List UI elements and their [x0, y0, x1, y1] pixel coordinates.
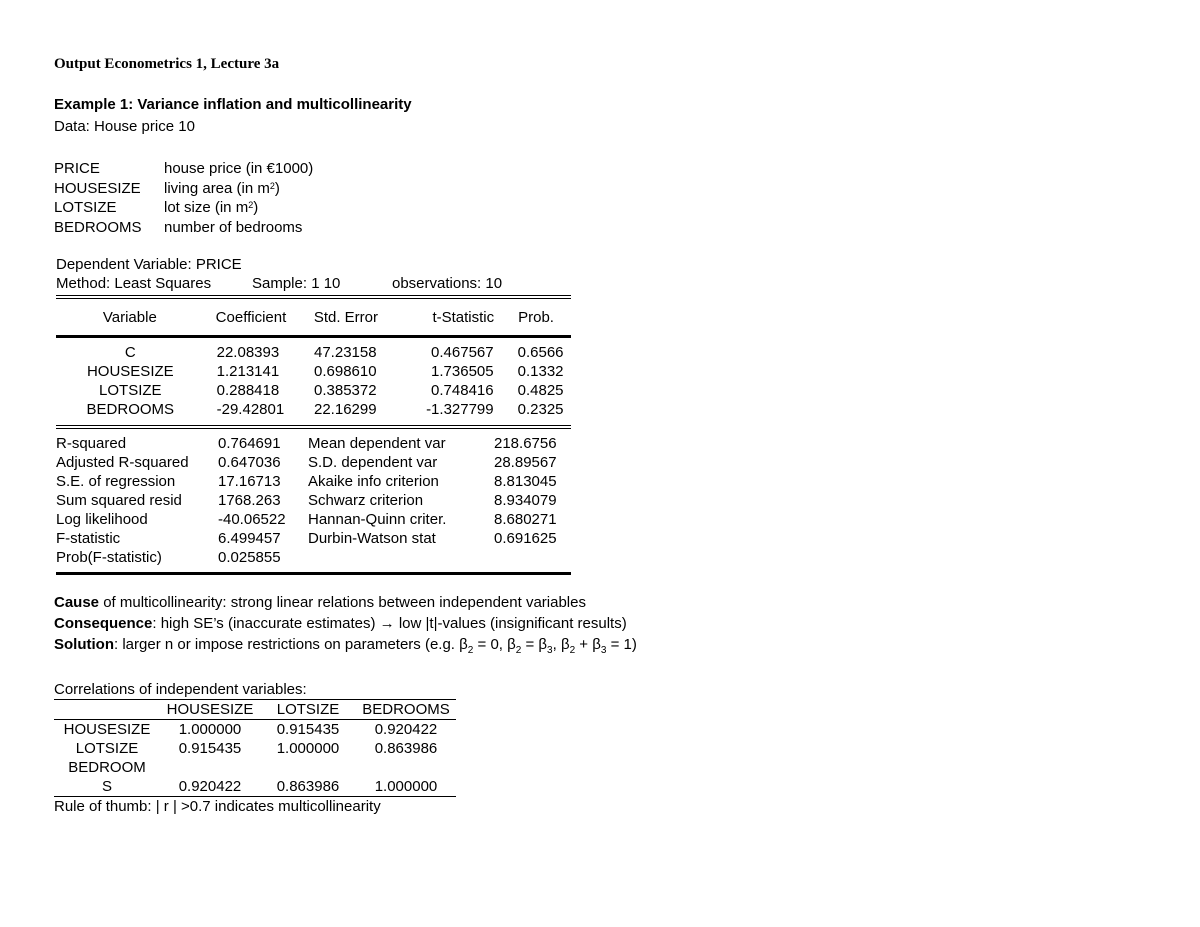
correlation-caption: Correlations of independent variables:: [54, 681, 307, 698]
correlation-table: [54, 699, 456, 797]
cell: 8.680271: [494, 511, 557, 528]
cell: 6.499457: [218, 530, 281, 547]
cell: 1768.263: [218, 492, 281, 509]
table-row: [56, 491, 570, 510]
sample: Sample: 1 10: [252, 275, 341, 292]
coefficient-table: [56, 299, 571, 335]
cell: BEDROOM: [68, 759, 146, 776]
cell: 22.16299: [314, 401, 377, 418]
cell: -1.327799: [426, 401, 494, 418]
table-row: [56, 343, 571, 362]
cell: HOUSESIZE: [86, 363, 174, 380]
cell: 8.934079: [494, 492, 557, 509]
cell: 1.213141: [216, 363, 280, 380]
col-coefficient: Coefficient: [215, 308, 287, 326]
cell: Log likelihood: [56, 511, 148, 528]
superscript: 2: [269, 180, 275, 191]
table-header: [56, 299, 571, 335]
cell: 218.6756: [494, 435, 557, 452]
solution-text: = β: [521, 636, 548, 653]
method-line: [56, 274, 571, 293]
definition-row: [54, 159, 313, 179]
table-row: [56, 529, 570, 548]
cell: 0.385372: [314, 382, 377, 399]
table-row: [54, 720, 456, 740]
cell: 0.920422: [374, 721, 438, 738]
cell: S: [54, 777, 160, 797]
col-prob: Prob.: [518, 308, 554, 326]
cell: Schwarz criterion: [308, 492, 424, 509]
table-row: [56, 400, 571, 419]
dependent-variable: Dependent Variable: PRICE: [56, 256, 242, 273]
cell: 1.000000: [178, 721, 242, 738]
definition-desc: number of bedrooms: [164, 218, 303, 236]
cell: -29.42801: [216, 401, 285, 418]
cell: Adjusted R-squared: [56, 454, 189, 471]
subscript: 3: [547, 645, 553, 656]
definition-var: HOUSESIZE: [54, 179, 141, 197]
superscript: 2: [248, 200, 254, 210]
cell: 0.2325: [517, 401, 564, 418]
solution-text: = 0, β: [473, 636, 516, 653]
definition-tail: ): [274, 179, 280, 197]
definition-row: [54, 179, 313, 199]
solution-text: = 1): [606, 636, 637, 653]
cell: S.D. dependent var: [308, 454, 438, 471]
cell: Durbin-Watson stat: [308, 530, 436, 547]
cause-text: of multicollinearity: strong linear relations between independent variables: [99, 594, 586, 611]
cell: Sum squared resid: [56, 492, 182, 509]
cell: LOTSIZE: [260, 700, 356, 720]
cell: LOTSIZE: [99, 382, 162, 399]
cell: 0.288418: [216, 382, 280, 399]
definition-var: BEDROOMS: [54, 218, 142, 236]
cell: BEDROOMS: [86, 401, 175, 418]
cell: 0.764691: [218, 435, 281, 452]
definition-desc: house price (in €1000): [164, 160, 314, 177]
definition-tail: ): [253, 199, 259, 216]
cell: F-statistic: [56, 530, 121, 547]
cell: HOUSESIZE: [63, 721, 151, 738]
cell: S.E. of regression: [56, 473, 176, 490]
cell: 22.08393: [216, 344, 280, 361]
cell: [356, 758, 456, 777]
definition-desc: lot size (in m: [164, 199, 249, 216]
col-variable: Variable: [102, 308, 157, 326]
example-title: Example 1: Variance inflation and multicollinearity: [54, 96, 412, 113]
cell: 0.691625: [494, 530, 557, 547]
cell: 0.920422: [160, 777, 260, 797]
cell: 0.1332: [517, 363, 564, 380]
col-std-error: Std. Error: [313, 308, 378, 326]
cell: 0.4825: [517, 382, 564, 399]
double-rule: [56, 425, 571, 429]
cell: 8.813045: [494, 473, 557, 490]
cell: 0.698610: [314, 363, 377, 380]
cell: 0.467567: [431, 344, 494, 361]
variable-definitions: [54, 159, 313, 237]
rule-of-thumb: Rule of thumb: | r | >0.7 indicates multicollinearity: [54, 798, 381, 815]
table-row: [56, 381, 571, 400]
table-row: [56, 548, 570, 567]
cause-note: [54, 592, 637, 613]
solution-label: Solution: [54, 636, 114, 653]
cause-label: Cause: [54, 594, 100, 611]
cell: Akaike info criterion: [308, 473, 439, 490]
cell: BEDROOMS: [356, 700, 456, 720]
solution-text: : larger n or impose restrictions on parameters (e.g. β: [114, 636, 468, 653]
consequence-note: [54, 613, 637, 634]
cell: Mean dependent var: [308, 435, 446, 452]
cell: 0.025855: [218, 549, 281, 566]
cell: 1.736505: [431, 363, 494, 380]
table-row: [56, 434, 570, 453]
cell: 1.000000: [356, 777, 456, 797]
correlation-section: [54, 680, 456, 816]
cell: 1.000000: [276, 740, 340, 757]
solution-text: + β: [575, 636, 601, 653]
cell: 0.6566: [517, 344, 564, 361]
cell: 0.915435: [276, 721, 340, 738]
table-row: [56, 453, 570, 472]
notes: [54, 592, 637, 655]
cell: [308, 548, 494, 567]
cell: 0.748416: [431, 382, 494, 399]
cell: C: [124, 344, 136, 361]
subscript: 2: [467, 645, 474, 656]
cell: 17.16713: [218, 473, 281, 490]
cell: -40.06522: [218, 511, 286, 528]
data-line: Data: House price 10: [54, 118, 195, 135]
subscript: 3: [600, 645, 607, 656]
cell: R-squared: [56, 435, 127, 452]
table-row: [56, 510, 570, 529]
cell: [260, 758, 356, 777]
col-t-statistic: t-Statistic: [432, 308, 495, 326]
table-header: [54, 700, 456, 720]
definition-desc: living area (in m: [164, 179, 270, 197]
solution-note: [54, 634, 637, 655]
subscript: 2: [515, 645, 522, 656]
cell: Prob(F-statistic): [56, 549, 162, 566]
consequence-label: Consequence: [54, 615, 153, 632]
cell: [494, 548, 570, 567]
subscript: 2: [569, 645, 576, 656]
cell: [54, 700, 160, 720]
table-row: [54, 739, 456, 758]
coefficient-rows: [56, 343, 571, 419]
table-row: [56, 472, 570, 491]
cell: 0.863986: [374, 740, 438, 757]
summary-statistics: [56, 434, 570, 567]
cell: LOTSIZE: [75, 740, 139, 757]
solution-text: , β: [552, 636, 570, 653]
method: Method: Least Squares: [56, 275, 212, 292]
table-row: [54, 777, 456, 797]
definition-var: LOTSIZE: [54, 199, 117, 216]
cell: 0.647036: [218, 454, 281, 471]
table-row: [54, 758, 456, 777]
definition-row: [54, 218, 313, 238]
table-row: [56, 362, 571, 381]
cell: HOUSESIZE: [160, 700, 260, 720]
cell: 47.23158: [314, 344, 377, 361]
definition-var: PRICE: [54, 160, 100, 177]
thick-rule: [56, 335, 571, 338]
document-title: Output Econometrics 1, Lecture 3a: [54, 56, 280, 72]
cell: 28.89567: [494, 454, 557, 471]
cell: Hannan-Quinn criter.: [308, 511, 447, 528]
thick-rule: [56, 572, 571, 575]
consequence-text: : high SE’s (inaccurate estimates) → low |t|-values (insignificant results): [152, 615, 627, 632]
observations: observations: 10: [392, 275, 503, 292]
cell: [160, 758, 260, 777]
cell: 0.863986: [260, 777, 356, 797]
cell: 0.915435: [178, 740, 242, 757]
definition-row: [54, 198, 313, 218]
regression-output: [56, 255, 571, 575]
